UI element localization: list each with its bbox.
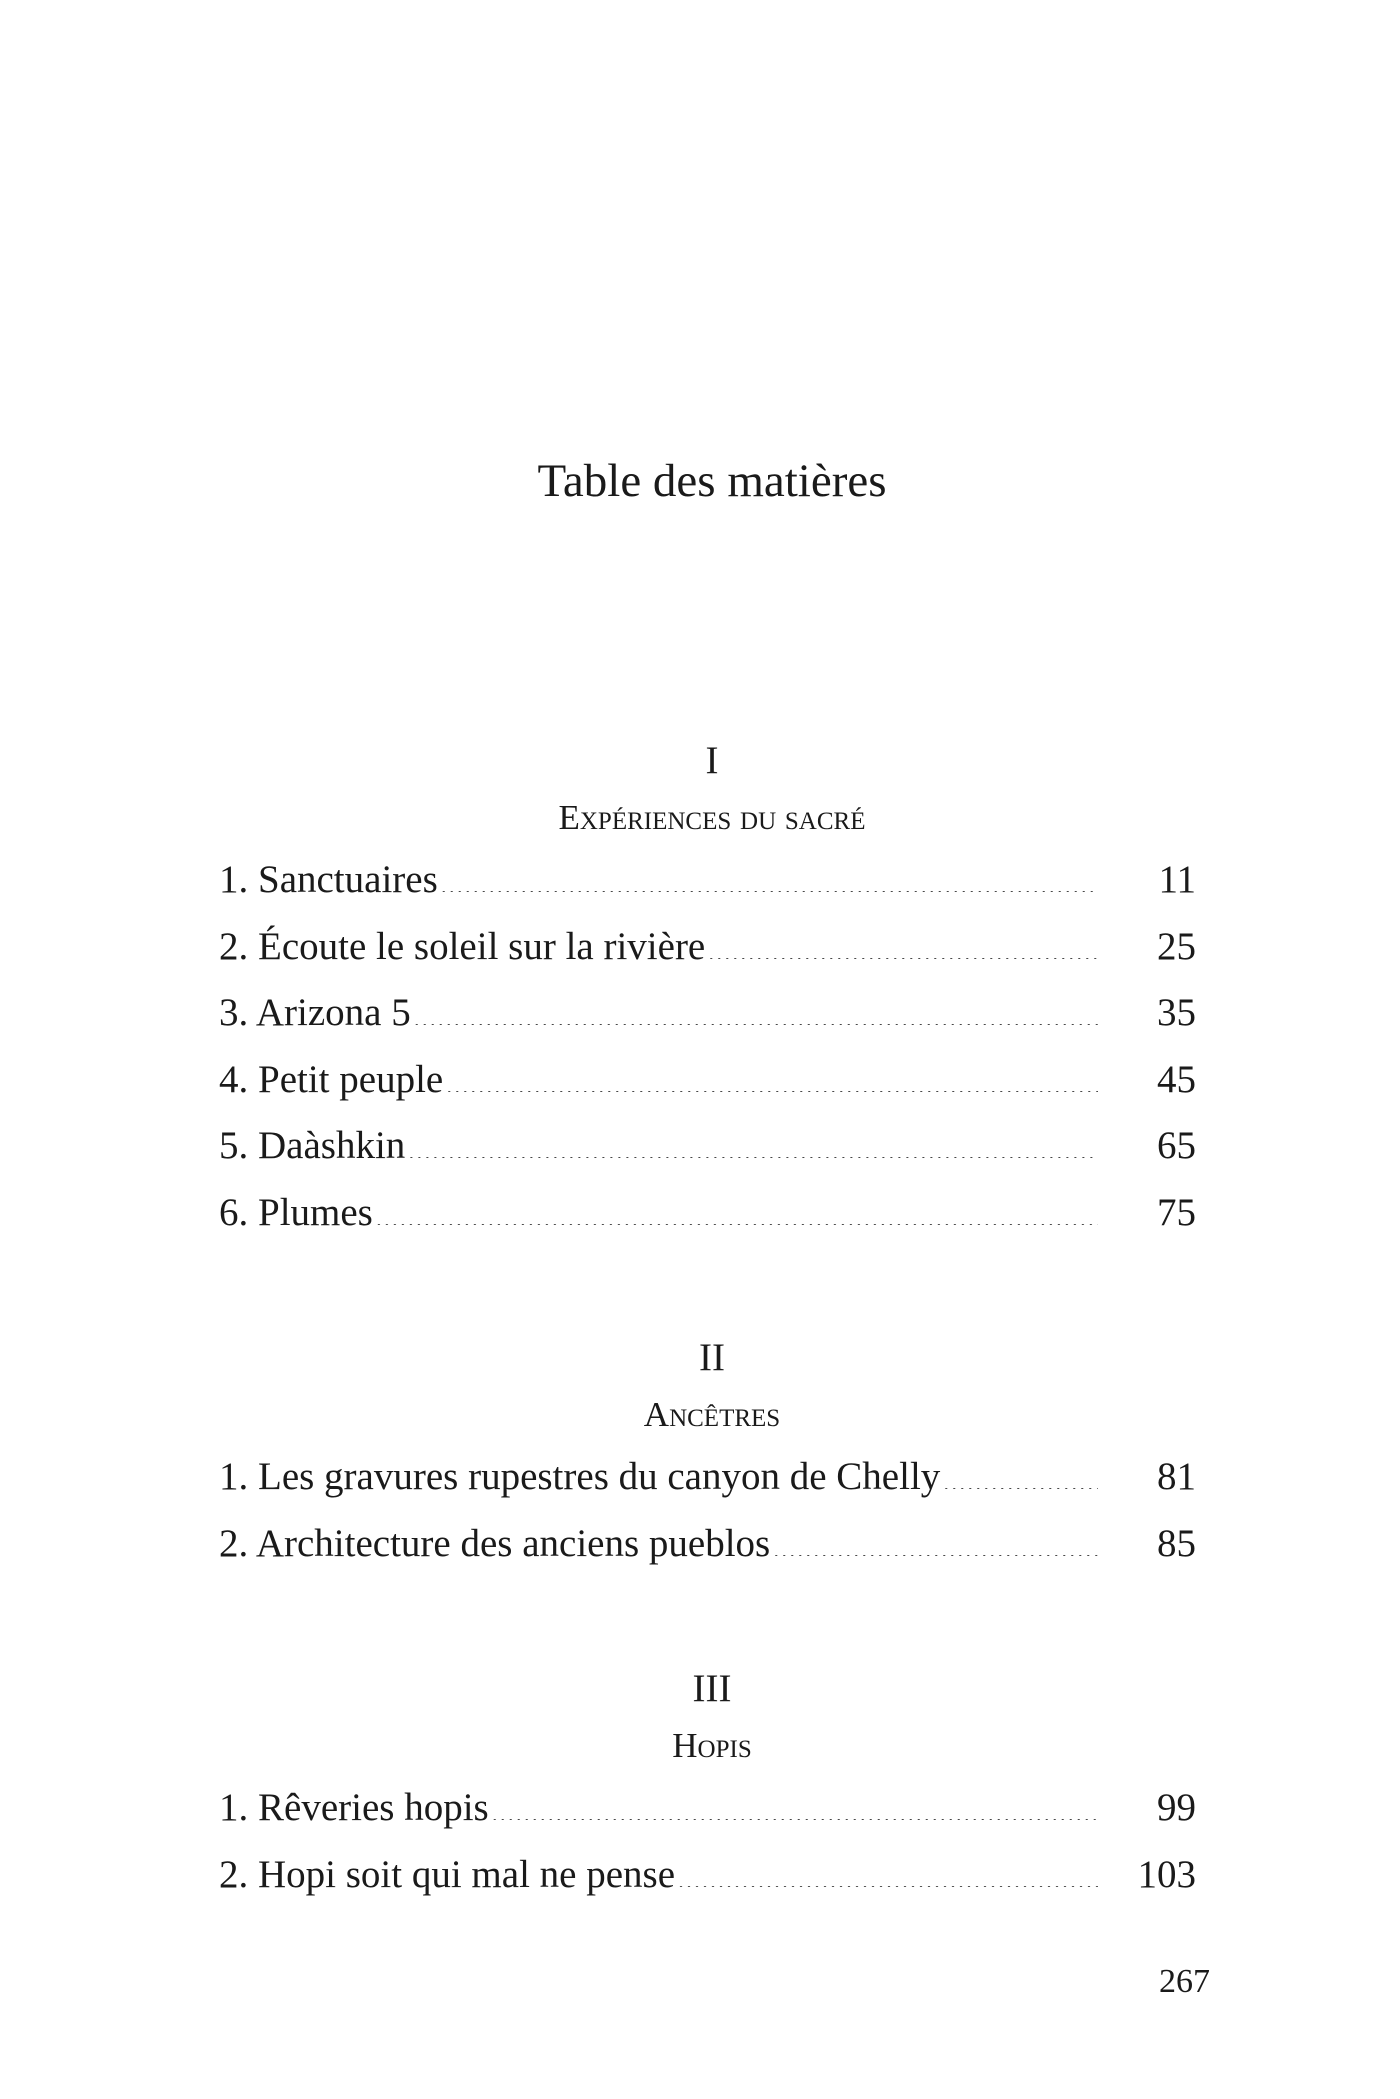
toc-entry (219, 1452, 1196, 1519)
entry-label: 5. Daàshkin (219, 1124, 406, 1167)
toc-entry (219, 855, 1196, 922)
part-number: II (699, 1336, 725, 1379)
entry-page-number: 25 (1157, 924, 1196, 968)
entry-page-number: 103 (1137, 1852, 1196, 1896)
part-1-entries (219, 855, 1196, 1254)
part-number: I (705, 739, 719, 782)
entry-label: 1. Les gravures rupestres du canyon de Chelly (219, 1455, 941, 1498)
toc-entry (219, 1783, 1196, 1850)
dot-leader (441, 862, 1098, 892)
dot-leader (943, 1459, 1098, 1489)
part-name: Ancêtres (643, 1395, 781, 1434)
toc-entry (219, 1121, 1196, 1188)
entry-label: 4. Petit peuple (219, 1057, 444, 1101)
entry-label: 6. Plumes (219, 1190, 373, 1234)
dot-leader (414, 995, 1098, 1025)
entry-page-number: 99 (1157, 1786, 1196, 1829)
dot-leader (446, 1062, 1098, 1092)
entry-page-number: 11 (1158, 858, 1196, 901)
entry-label: 2. Architecture des anciens pueblos (219, 1521, 771, 1565)
part-heading-3 (0, 1666, 1400, 1768)
entry-page-number: 65 (1157, 1124, 1196, 1167)
part-number: III (692, 1667, 732, 1710)
toc-entry (219, 1850, 1196, 1917)
toc-entry (219, 922, 1196, 989)
entry-page-number: 81 (1157, 1455, 1196, 1498)
entry-page-number: 85 (1157, 1521, 1196, 1565)
entry-label: 2. Hopi soit qui mal ne pense (219, 1852, 676, 1896)
entry-page-number: 35 (1157, 991, 1196, 1034)
entry-label: 2. Écoute le soleil sur la rivière (219, 924, 706, 968)
entry-page-number: 45 (1157, 1057, 1196, 1101)
page-number: 267 (1159, 1963, 1210, 2000)
part-heading-2 (0, 1335, 1400, 1437)
dot-leader (492, 1790, 1098, 1820)
part-name: Hopis (672, 1726, 752, 1765)
dot-leader (376, 1195, 1098, 1225)
dot-leader (708, 929, 1098, 959)
page-title: Table des matières (537, 455, 887, 507)
entry-label: 1. Rêveries hopis (219, 1786, 489, 1829)
toc-entry (219, 1188, 1196, 1255)
toc-entry (219, 1055, 1196, 1122)
toc-entry (219, 1519, 1196, 1586)
entry-label: 3. Arizona 5 (219, 991, 411, 1034)
part-heading-1 (0, 738, 1400, 840)
dot-leader (678, 1857, 1098, 1887)
entry-page-number: 75 (1157, 1190, 1196, 1234)
part-2-entries (219, 1452, 1196, 1585)
toc-entry (219, 988, 1196, 1055)
dot-leader (773, 1526, 1098, 1556)
entry-label: 1. Sanctuaires (219, 858, 438, 901)
part-3-entries (219, 1783, 1196, 1916)
part-name: Expériences du sacré (558, 798, 866, 837)
dot-leader (408, 1128, 1098, 1158)
